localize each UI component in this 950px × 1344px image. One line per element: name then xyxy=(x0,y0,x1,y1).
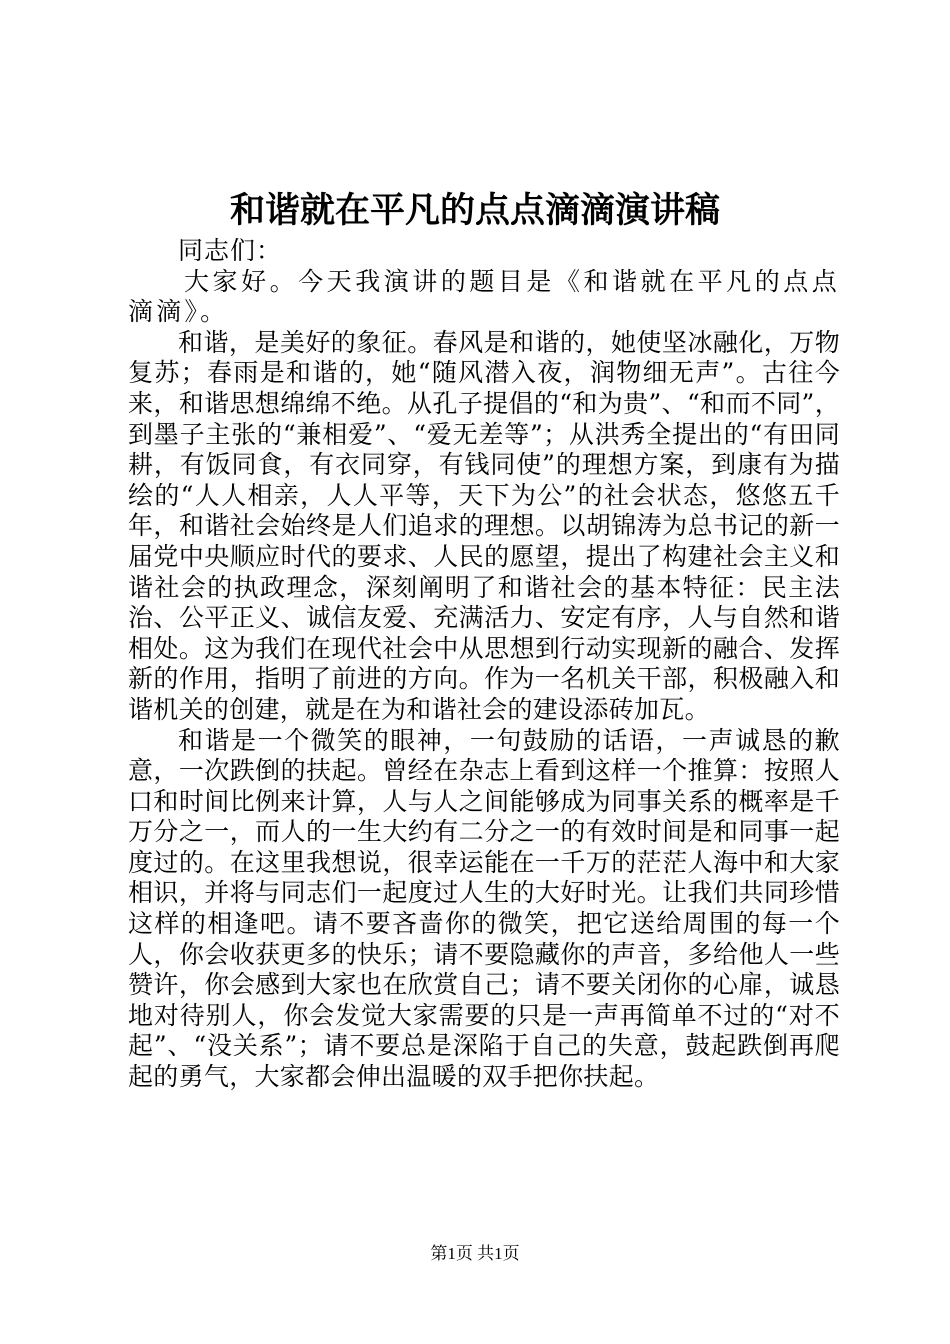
document-body xyxy=(128,236,840,1093)
page-number-footer: 第1页 共1页 xyxy=(430,1244,520,1263)
salutation: 同志们： xyxy=(178,236,283,265)
paragraph-greeting: 大家好。今天我演讲的题目是《和谐就在平凡的点点滴滴》。 xyxy=(128,266,840,327)
paragraph-harmony-history: 和谐，是美好的象征。春风是和谐的，她使坚冰融化，万物复苏；春雨是和谐的，她“随风潜入夜，润物细无声”。古往今来，和谐思想绵绵不绝。从孔子提倡的“和为贵”、“和而不同”，到墨子主张的“兼相爱”、“爱无差等”；从洪秀全提出的“有田同耕，有饭同食，有衣同穿，有钱同使”的理想方案，到康有为描绘的“人人相亲，人人平等，天下为公”的社会状态，悠悠五千年，和谐社会始终是人们追求的理想。以胡锦涛为总书记的新一届党中央顺应时代的要求、人民的愿望，提出了构建社会主义和谐社会的执政理念，深刻阐明了和谐社会的基本特征：民主法治、公平正义、诚信友爱、充满活力、安定有序，人与自然和谐相处。这为我们在现代社会中从思想到行动实现新的融合、发挥新的作用，指明了前进的方向。作为一名机关干部，积极融入和谐机关的创建，就是在为和谐社会的建设添砖加瓦。 xyxy=(128,327,841,724)
paragraph-harmony-colleagues: 和谐是一个微笑的眼神，一句鼓励的话语，一声诚恳的歉意，一次跌倒的扶起。曾经在杂志上看到这样一个推算：按照人口和时间比例来计算，人与人之间能够成为同事关系的概率是千万分之一，而人的一生大约有二分之一的有效时间是和同事一起度过的。在这里我想说，很幸运能在一千万的茫茫人海中和大家相识，并将与同志们一起度过人生的大好时光。让我们共同珍惜这样的相逢吧。请不要吝啬你的微笑，把它送给周围的每一个人，你会收获更多的快乐；请不要隐藏你的声音，多给他人一些赞许，你会感到大家也在欣赏自己；请不要关闭你的心扉，诚恳地对待别人，你会发觉大家需要的只是一声再简单不过的“对不起”、“没关系”；请不要总是深陷于自己的失意，鼓起跌倒再爬起的勇气，大家都会伸出温暖的双手把你扶起。 xyxy=(128,725,840,1092)
page-title: 和谐就在平凡的点点滴滴演讲稿 xyxy=(229,190,720,231)
